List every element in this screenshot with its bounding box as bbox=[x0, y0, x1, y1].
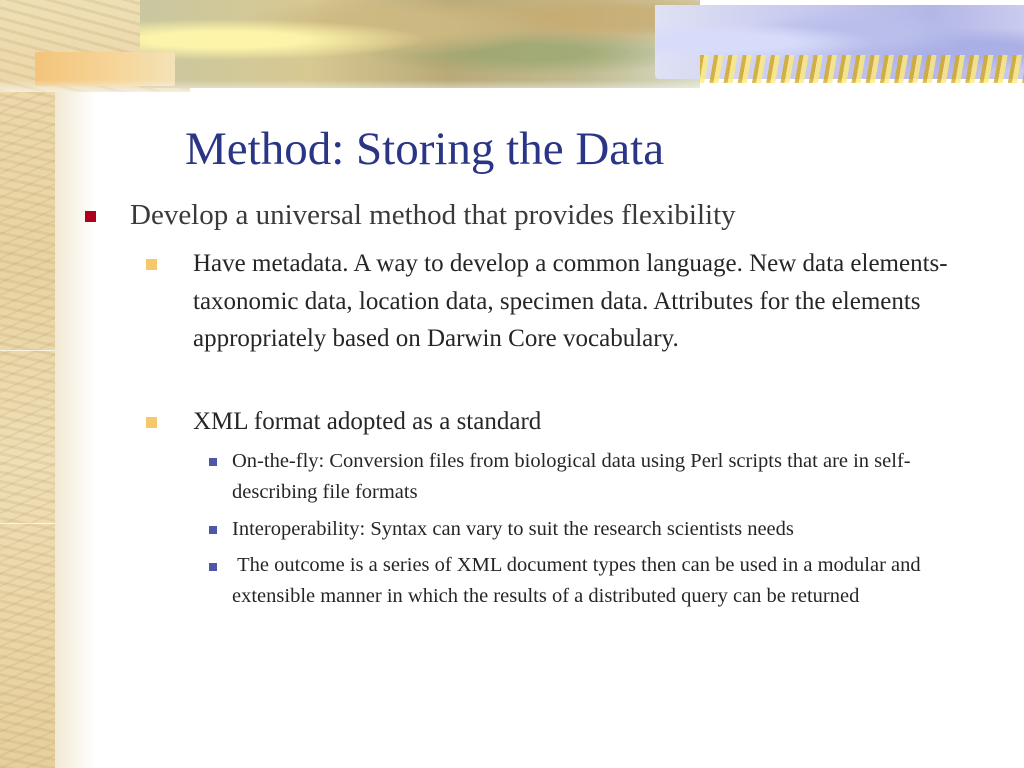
level3-bullet-square bbox=[209, 458, 217, 466]
bullet-level2-xml-text: XML format adopted as a standard bbox=[193, 408, 542, 435]
slide-title: Method: Storing the Data bbox=[185, 123, 665, 175]
level3-bullet-square bbox=[209, 526, 217, 534]
bullet-level1-text: Develop a universal method that provides flexibility bbox=[130, 199, 736, 231]
bullet-level3-interoperability-text: Interoperability: Syntax can vary to suit the research scientists needs bbox=[232, 518, 794, 540]
level3-bullet-square bbox=[209, 563, 217, 571]
bullet-level3-outcome-text: The outcome is a series of XML document types then can be used in a modular and extensible manner in which the results of a distributed query can be returned bbox=[232, 554, 926, 607]
level2-bullet-square bbox=[146, 417, 157, 428]
level2-bullet-square bbox=[146, 259, 157, 270]
bullet-level2-metadata-text: Have metadata. A way to develop a common language. New data elements- taxonomic data, location data, specimen data. Attributes for the elements appropriately based on Darwin Core vocabulary. bbox=[193, 250, 948, 352]
bullet-level3-onthefly-text: On-the-fly: Conversion files from biological data using Perl scripts that are in self-describing file formats bbox=[232, 450, 911, 503]
level1-bullet-square bbox=[85, 211, 96, 222]
